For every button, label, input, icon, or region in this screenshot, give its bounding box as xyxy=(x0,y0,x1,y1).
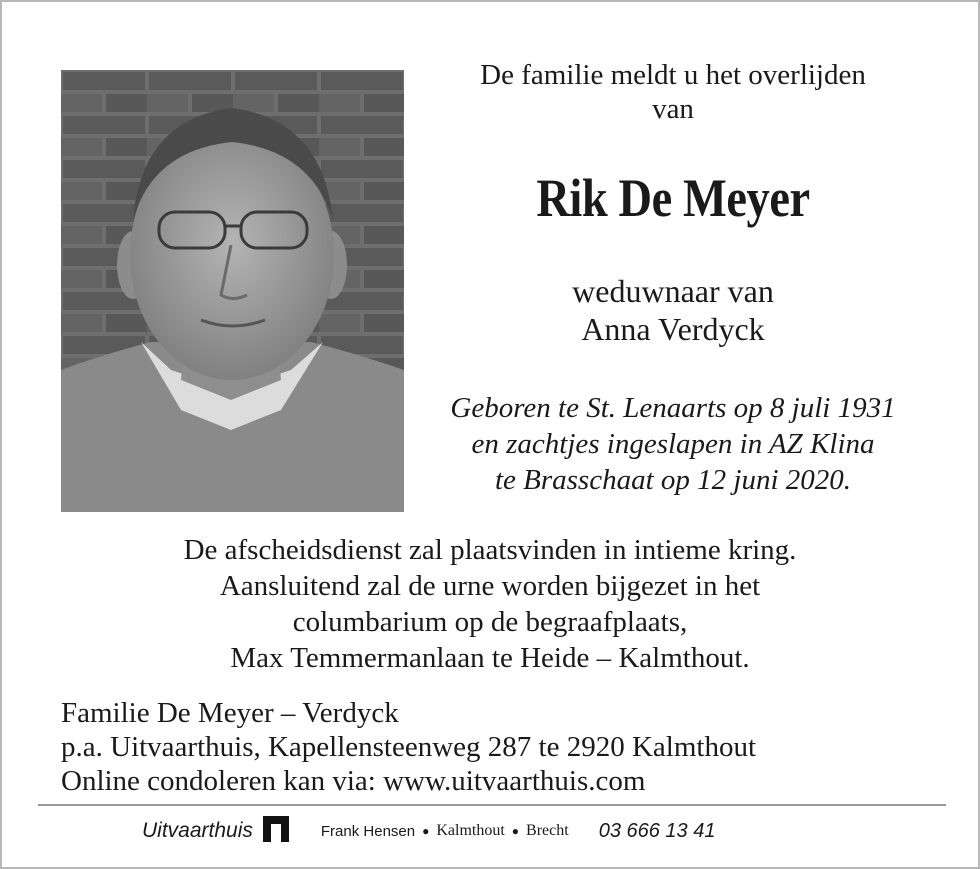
spouse-text xyxy=(417,272,929,348)
service-info xyxy=(2,532,978,676)
birth-line-3: te Brasschaat op 12 juni 2020. xyxy=(494,464,852,496)
owner-name: Frank Hensen xyxy=(320,822,416,840)
birth-line-1: Geboren te St. Lenaarts op 8 juli 1931 xyxy=(450,392,896,424)
service-line-3: columbarium op de begraafplaats, xyxy=(292,606,688,638)
separator-dot-icon: ● xyxy=(422,823,430,838)
portrait-photo xyxy=(61,70,404,512)
footer-divider xyxy=(38,804,946,806)
spouse-line-2: Anna Verdyck xyxy=(581,311,765,347)
funeral-home-logo-icon xyxy=(263,816,289,847)
intro-text xyxy=(417,58,929,126)
funeral-home-footer xyxy=(142,816,715,846)
service-line-2: Aansluitend zal de urne worden bijgezet in het xyxy=(219,570,761,602)
contact-info xyxy=(61,696,756,798)
birth-death-text xyxy=(417,390,929,498)
separator-dot-icon: ● xyxy=(511,823,520,838)
location-brecht: Brecht xyxy=(526,822,569,839)
intro-line-1: De familie meldt u het overlijden xyxy=(480,59,866,91)
intro-line-2: van xyxy=(652,93,694,125)
spouse-line-1: weduwnaar van xyxy=(572,273,774,309)
address-line: p.a. Uitvaarthuis, Kapellensteenweg 287 te 2920 Kalmthout xyxy=(61,731,757,763)
condolence-line: Online condoleren kan via: www.uitvaarthuis.com xyxy=(61,765,646,797)
location-kalmthout: Kalmthout xyxy=(436,822,505,839)
deceased-name: Rik De Meyer xyxy=(536,168,810,228)
family-line: Familie De Meyer – Verdyck xyxy=(61,697,399,729)
birth-line-2: en zachtjes ingeslapen in AZ Klina xyxy=(471,428,875,460)
service-line-4: Max Temmermanlaan te Heide – Kalmthout. xyxy=(230,642,750,674)
funeral-home-brand: Uitvaarthuis xyxy=(142,819,253,842)
service-line-1: De afscheidsdienst zal plaatsvinden in intieme kring. xyxy=(183,534,797,566)
phone-number: 03 666 13 41 xyxy=(598,819,716,842)
